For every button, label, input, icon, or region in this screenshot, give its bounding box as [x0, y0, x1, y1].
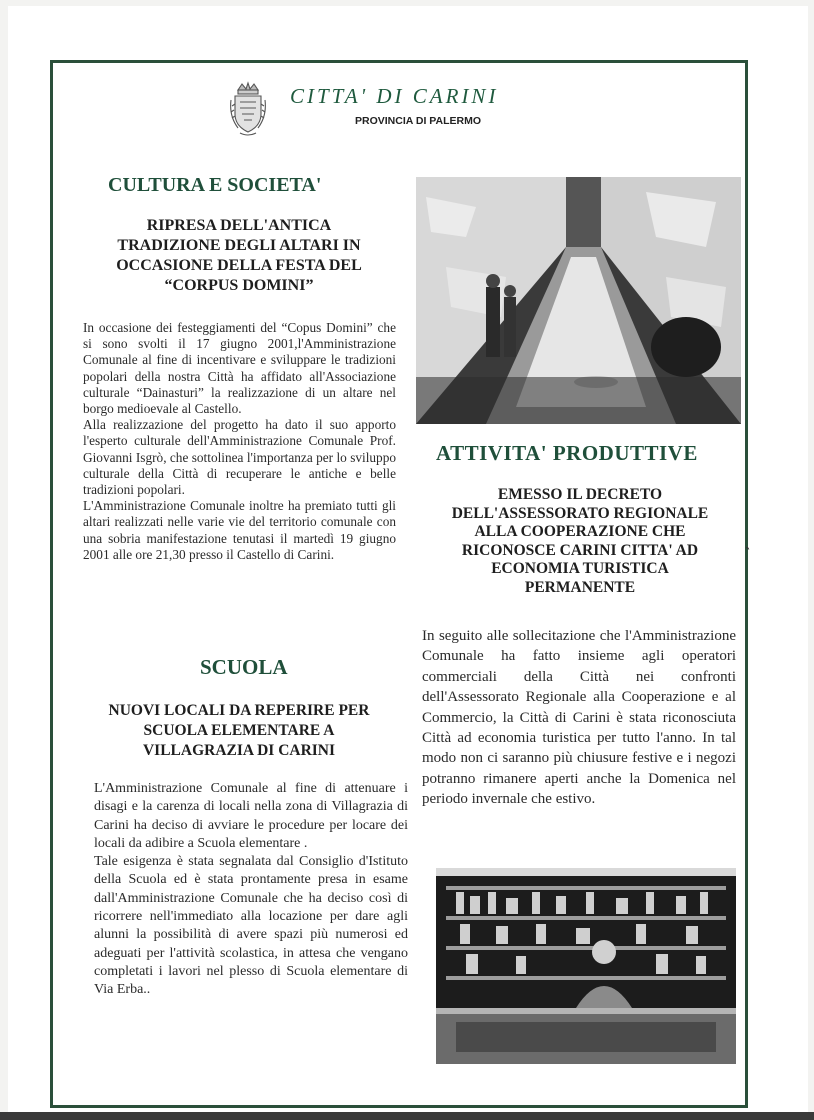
production-paragraph: In seguito alle sollecitazione che l'Amministrazione Comunale ha fatto insieme agli operatori commerciali della Città nei confronti dell'Assessorato Regionale alla Cooperazione e al Commercio, la Città di Carini è stata riconosciuta Città ad economia turistica per tutto l'anno. In tal modo non ci saranno più chiusure festive e i negozi potranno rimanere aperti anche la Domenica nel periodo invernale che estivo.	[422, 628, 736, 808]
street-altar-photo-icon	[416, 177, 741, 424]
culture-headline-line: TRADIZIONE DEGLI ALTARI IN	[117, 237, 361, 254]
city-title: CITTA' DI CARINI	[290, 84, 499, 108]
production-article	[422, 626, 736, 810]
culture-headline-line: OCCASIONE DELLA FESTA DEL	[116, 257, 362, 274]
production-headline	[420, 486, 740, 597]
culture-headline-line: “CORPUS DOMINI”	[164, 277, 314, 294]
culture-headline-line: RIPRESA DELL'ANTICA	[146, 217, 332, 234]
school-section-title: SCUOLA	[200, 655, 288, 679]
stray-mark: `	[745, 545, 751, 562]
school-headline-line: VILLAGRAZIA DI CARINI	[142, 742, 336, 759]
culture-article	[83, 320, 396, 563]
school-headline-line: NUOVI LOCALI DA REPERIRE PER	[108, 702, 370, 719]
production-headline-line: DELL'ASSESSORATO REGIONALE	[451, 504, 709, 522]
production-section-title: ATTIVITA' PRODUTTIVE	[436, 441, 698, 465]
coat-of-arms-icon	[228, 80, 268, 138]
production-headline-line: RICONOSCE CARINI CITTA' AD	[461, 541, 699, 559]
school-paragraph: L'Amministrazione Comunale al fine di attenuare i disagi e la carenza di locali nella zona di Villagrazia di Carini ha deciso di avviare le procedure per locare dei locali da adibire a Scuola elementare .	[94, 781, 408, 851]
scan-edge	[0, 1112, 814, 1120]
production-headline-line: PERMANENTE	[524, 578, 636, 596]
culture-paragraph: In occasione dei festeggiamenti del “Copus Domini” che si sono svolti il 17 giugno 2001,l'Amministrazione Comunale al fine di incentivare e sviluppare le tradizioni popolari della nostra Città ha affidato all'Associazione culturale “Dainasturi” la realizzazione di un altare nel borgo medioevale al Castello.	[83, 320, 396, 417]
shop-interior-photo-icon	[436, 868, 736, 1064]
culture-paragraph: L'Amministrazione Comunale inoltre ha premiato tutti gli altari realizzati nelle varie vie del territorio comunale con una sobria manifestazione tenutasi il martedì 19 giugno 2001 alle ore 21,30 presso il Castello di Carini.	[83, 498, 396, 562]
production-headline-line: ALLA COOPERAZIONE CHE	[474, 523, 686, 540]
school-headline-line: SCUOLA ELEMENTARE A	[143, 722, 335, 739]
school-headline	[84, 701, 394, 761]
school-paragraph: Tale esigenza è stata segnalata dal Consiglio d'Istituto della Scuola ed è stata prontamente presa in esame dall'Amministrazione Comunale che ha deciso così di ricorrere nell'immediato alla locazione per dare agli alunni la possibilità di avere spazi più numerosi ed adeguati per l'attività scolastica, in attesa che vengano completati i lavori nel plesso di Scuola elementare di Via Erba..	[94, 854, 408, 998]
culture-paragraph: Alla realizzazione del progetto ha dato il suo apporto l'esperto culturale dell'Amministrazione Comunale Prof. Giovanni Isgrò, che sottolinea l'importanza per lo sviluppo culturale della Città di recuperare le antiche e belle tradizioni popolari.	[83, 417, 396, 498]
production-headline-line: ECONOMIA TURISTICA	[491, 560, 669, 577]
culture-headline	[84, 216, 394, 296]
school-article	[94, 780, 408, 1000]
culture-section-title: CULTURA E SOCIETA'	[108, 174, 322, 196]
province-subtitle: PROVINCIA DI PALERMO	[355, 115, 482, 127]
production-headline-line: EMESSO IL DECRETO	[497, 486, 663, 503]
